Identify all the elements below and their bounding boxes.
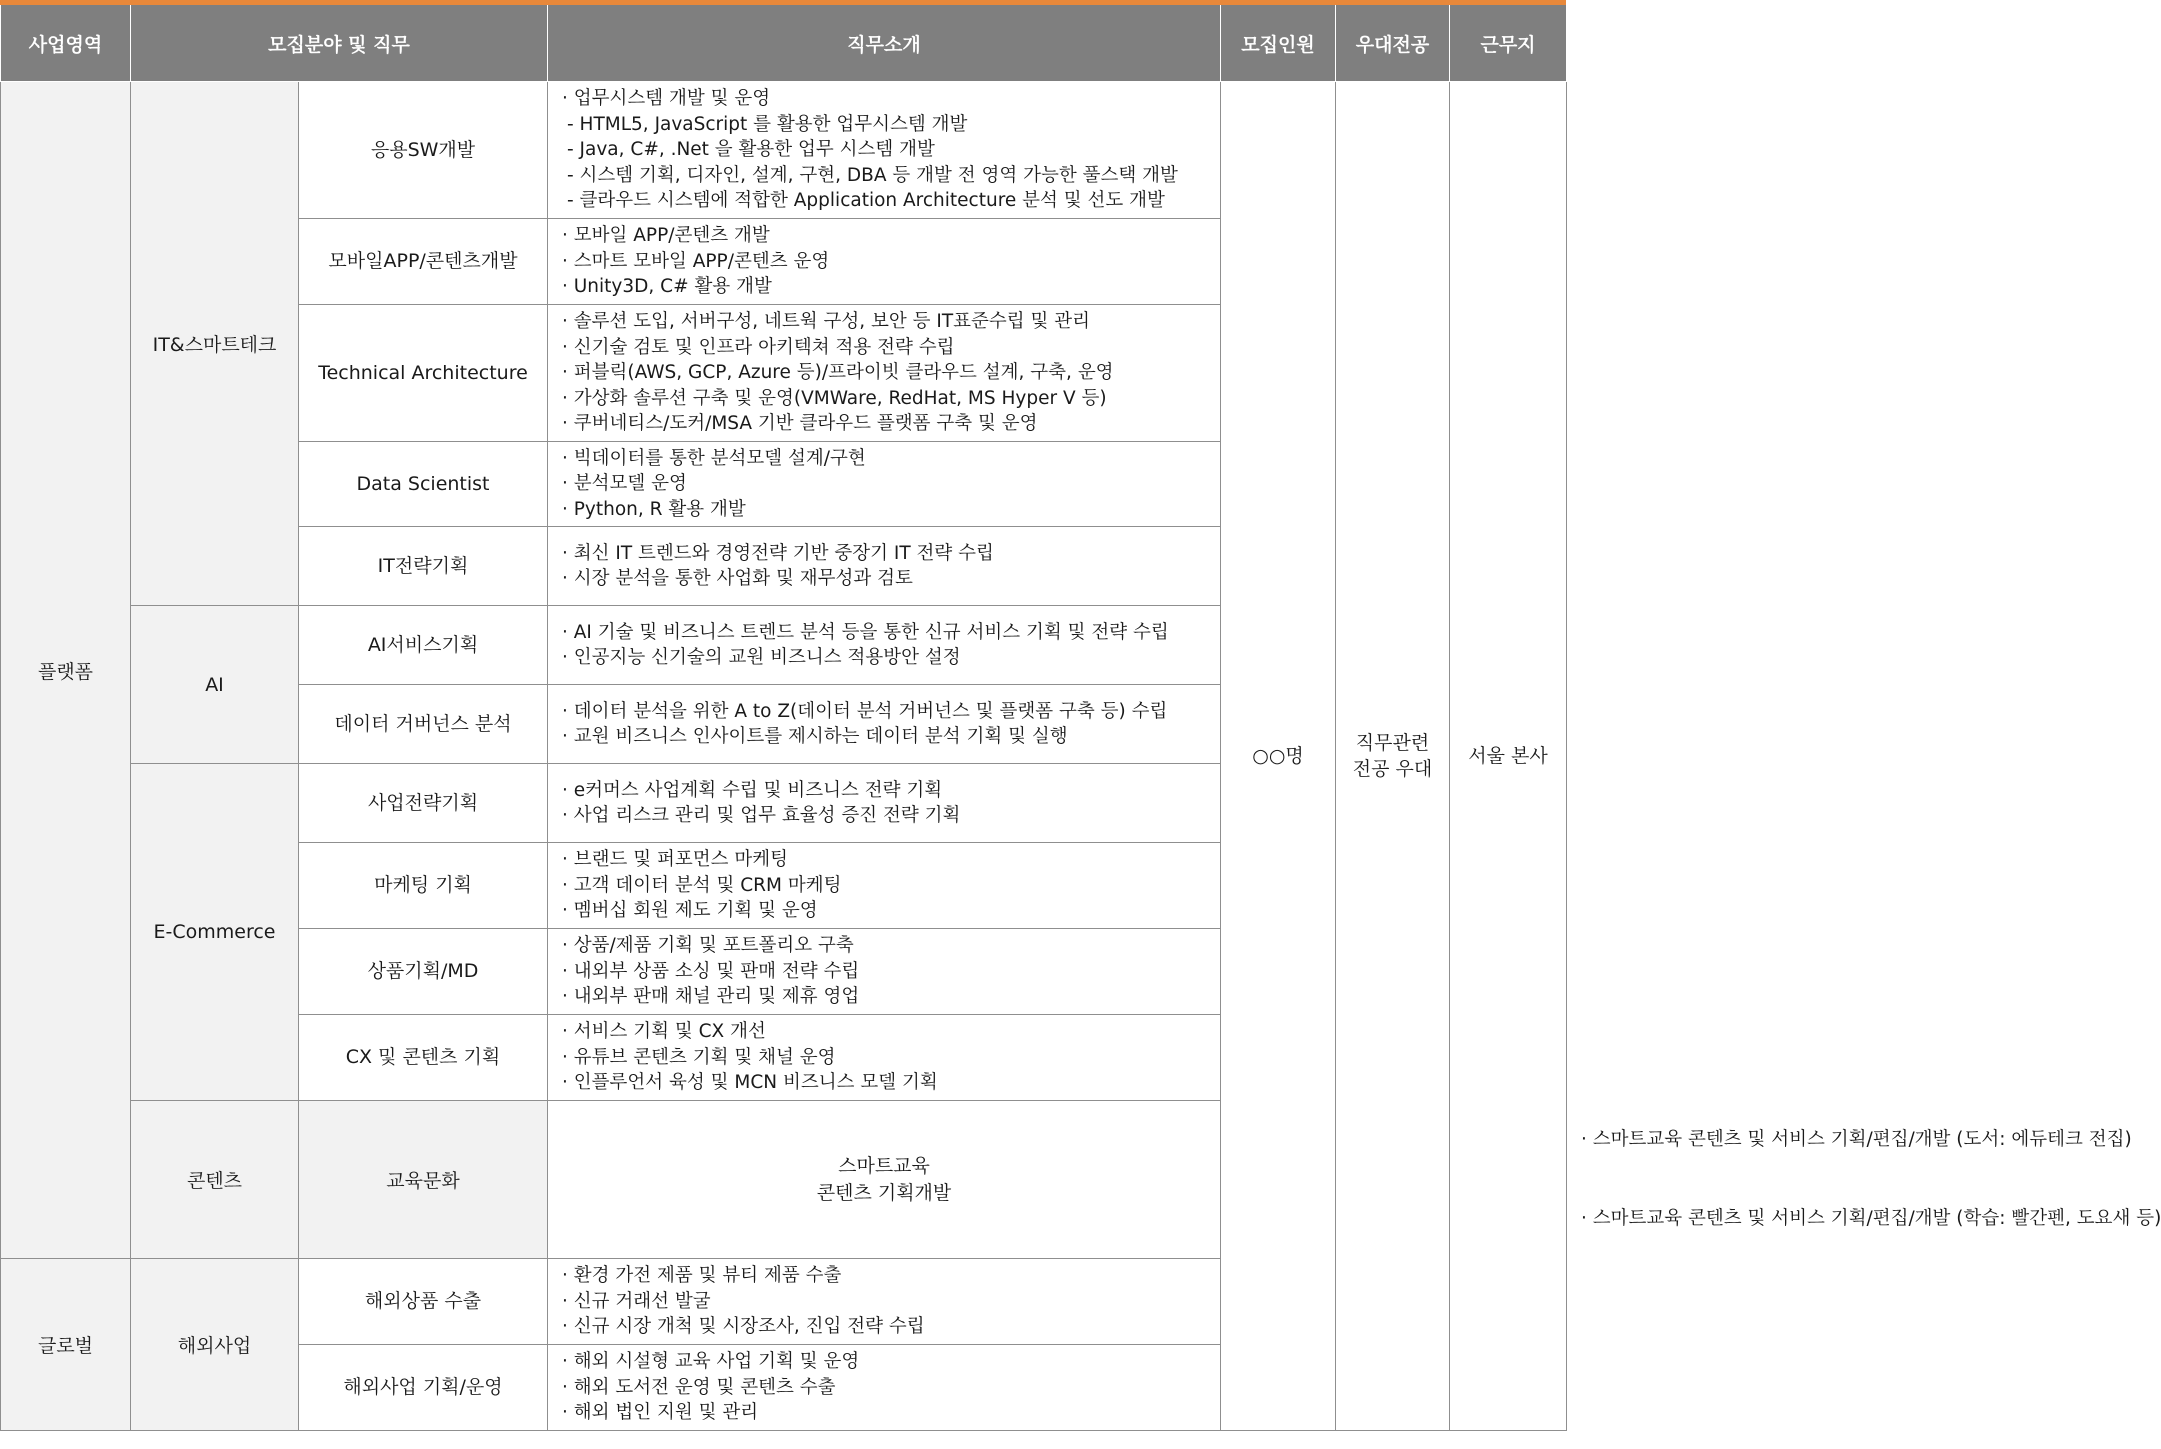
desc-line: · 교원 비즈니스 인사이트를 제시하는 데이터 분석 기획 및 실행 — [562, 726, 1068, 747]
desc-line: · 빅데이터를 통한 분석모델 설계/구현 — [562, 447, 866, 469]
field-cell-edu-culture: 교육문화 — [299, 1101, 548, 1259]
desc-line: · 인공지능 신기술의 교원 비즈니스 적용방안 설정 — [562, 647, 961, 668]
desc-line: · 모바일 APP/콘텐츠 개발 — [562, 225, 770, 247]
desc-line: · 해외 시설형 교육 사업 기획 및 운영 — [562, 1351, 860, 1373]
desc-line: · 유튜브 콘텐츠 기획 및 채널 운영 — [562, 1046, 836, 1068]
job-name: CX 및 콘텐츠 기획 — [299, 1015, 548, 1101]
header-row — [1, 5, 1567, 82]
desc-line: · 퍼블릭(AWS, GCP, Azure 등)/프라이빗 클라우드 설계, 구축, 운영 — [562, 362, 1114, 384]
header-preferred-major: 우대전공 — [1336, 5, 1450, 82]
table-row — [1, 82, 1567, 219]
desc-line: · 환경 가전 제품 및 뷰티 제품 수출 — [562, 1265, 842, 1287]
desc-line: · e커머스 사업계획 수립 및 비즈니스 전략 기획 — [562, 779, 943, 801]
desc-line: · 최신 IT 트렌드와 경영전략 기반 중장기 IT 전략 수립 — [562, 542, 994, 564]
desc-line: · 시장 분석을 통한 사업화 및 재무성과 검토 — [562, 568, 913, 589]
desc-line: · 내외부 상품 소싱 및 판매 전략 수립 — [562, 960, 860, 982]
location-cell: 서울 본사 — [1450, 82, 1567, 1431]
desc-line: · 고객 데이터 분석 및 CRM 마케팅 — [562, 874, 842, 896]
desc-line: · 신기술 검토 및 인프라 아키텍쳐 적용 전략 수립 — [562, 336, 955, 358]
desc-line: · 업무시스템 개발 및 운영 — [562, 88, 771, 110]
desc-line: · 신규 거래선 발굴 — [562, 1290, 711, 1312]
desc-line: · 해외 법인 지원 및 관리 — [562, 1402, 759, 1424]
job-name: Data Scientist — [299, 442, 548, 527]
job-name: 마케팅 기획 — [299, 843, 548, 929]
field-cell-it-smart: IT&스마트테크 — [131, 82, 299, 606]
job-name-line: 콘텐츠 기획개발 — [816, 1181, 952, 1204]
desc-line: · 내외부 판매 채널 관리 및 제휴 영업 — [562, 986, 860, 1008]
preferred-major-line: 직무관련 — [1355, 732, 1430, 754]
job-description — [548, 929, 1221, 1015]
desc-line: · 해외 도서전 운영 및 콘텐츠 수출 — [562, 1376, 836, 1398]
field-cell-ai: AI — [131, 606, 299, 764]
header-headcount: 모집인원 — [1221, 5, 1336, 82]
table-row: · 스마트교육 콘텐츠 및 서비스 기획/편집/개발 (학습: 빨간펜, 도요새 등) — [1581, 1208, 2161, 1230]
job-description — [548, 1345, 1221, 1431]
job-name: 상품기획/MD — [299, 929, 548, 1015]
desc-line: · 상품/제품 기획 및 포트폴리오 구축 — [562, 935, 854, 957]
recruitment-table — [0, 5, 2161, 1431]
job-description — [548, 843, 1221, 929]
desc-line: · 신규 시장 개척 및 시장조사, 진입 전략 수립 — [562, 1316, 925, 1338]
desc-line: · 멤버십 회원 제도 기획 및 운영 — [562, 900, 818, 922]
header-field-and-job: 모집분야 및 직무 — [131, 5, 548, 82]
desc-line: · Python, R 활용 개발 — [562, 498, 746, 520]
job-name: IT전략기획 — [299, 527, 548, 606]
job-name: Technical Architecture — [299, 305, 548, 442]
desc-line: · 데이터 분석을 위한 A to Z(데이터 분석 거버넌스 및 플랫폼 구축 등) 수립 — [562, 700, 1168, 722]
desc-line: - HTML5, JavaScript 를 활용한 업무시스템 개발 — [567, 113, 968, 135]
desc-line: · AI 기술 및 비즈니스 트렌드 분석 등을 통한 신규 서비스 기획 및 전략 수립 — [562, 621, 1169, 643]
table-row: 콘텐츠 교육문화 스마트교육 콘텐츠 기획개발 · 스마트교육 콘텐츠 및 서비스 기획/편집/개발 (도서: 에듀테크 전집) — [1, 1101, 1567, 1180]
job-name: AI서비스기획 — [299, 606, 548, 685]
area-cell-global: 글로벌 — [1, 1259, 131, 1431]
job-description — [548, 82, 1221, 219]
desc-line: · 인플루언서 육성 및 MCN 비즈니스 모델 기획 — [562, 1072, 938, 1094]
desc-line: · Unity3D, C# 활용 개발 — [562, 276, 772, 298]
desc-line: · 서비스 기획 및 CX 개선 — [562, 1021, 766, 1043]
job-description — [548, 764, 1221, 843]
desc-line: · 분석모델 운영 — [562, 473, 687, 495]
job-description — [548, 527, 1221, 606]
preferred-major-cell — [1336, 82, 1450, 1431]
job-name: 사업전략기획 — [299, 764, 548, 843]
desc-line: · 가상화 솔루션 구축 및 운영(VMWare, RedHat, MS Hyper V 등) — [562, 387, 1107, 409]
desc-line: · 솔루션 도입, 서버구성, 네트웍 구성, 보안 등 IT표준수립 및 관리 — [562, 311, 1090, 333]
header-location: 근무지 — [1450, 5, 1567, 82]
job-name-line: 스마트교육 — [838, 1154, 930, 1177]
preferred-major-line: 전공 우대 — [1352, 758, 1433, 780]
desc-line: · 사업 리스크 관리 및 업무 효율성 증진 전략 기획 — [562, 805, 961, 826]
job-description — [548, 1259, 1221, 1345]
job-description — [548, 1015, 1221, 1101]
job-name: 모바일APP/콘텐츠개발 — [299, 219, 548, 305]
area-cell-content: 콘텐츠 — [131, 1101, 299, 1259]
job-name: 데이터 거버넌스 분석 — [299, 685, 548, 764]
desc-line: · 쿠버네티스/도커/MSA 기반 클라우드 플랫폼 구축 및 운영 — [562, 413, 1038, 435]
desc-line: · 브랜드 및 퍼포먼스 마케팅 — [562, 849, 788, 871]
job-description — [548, 606, 1221, 685]
desc-line: - 클라우드 시스템에 적합한 Application Architecture 분석 및 선도 개발 — [567, 190, 1165, 212]
header-job-description: 직무소개 — [548, 5, 1221, 82]
desc-line: - 시스템 기획, 디자인, 설계, 구현, DBA 등 개발 전 영역 가능한 풀스택 개발 — [567, 164, 1178, 186]
desc-line: - Java, C#, .Net 을 활용한 업무 시스템 개발 — [567, 139, 935, 161]
job-name — [548, 1101, 1221, 1259]
field-cell-overseas: 해외사업 — [131, 1259, 299, 1431]
job-description — [548, 305, 1221, 442]
field-cell-ecommerce: E-Commerce — [131, 764, 299, 1101]
desc-line: · 스마트 모바일 APP/콘텐츠 운영 — [562, 250, 830, 272]
job-name: 해외사업 기획/운영 — [299, 1345, 548, 1431]
job-name: 해외상품 수출 — [299, 1259, 548, 1345]
job-description — [548, 219, 1221, 305]
headcount-cell: ○○명 — [1221, 82, 1336, 1431]
job-description — [548, 685, 1221, 764]
job-name: 응용SW개발 — [299, 82, 548, 219]
area-cell-platform: 플랫폼 — [1, 82, 131, 1259]
job-description — [548, 442, 1221, 527]
header-business-area: 사업영역 — [1, 5, 131, 82]
